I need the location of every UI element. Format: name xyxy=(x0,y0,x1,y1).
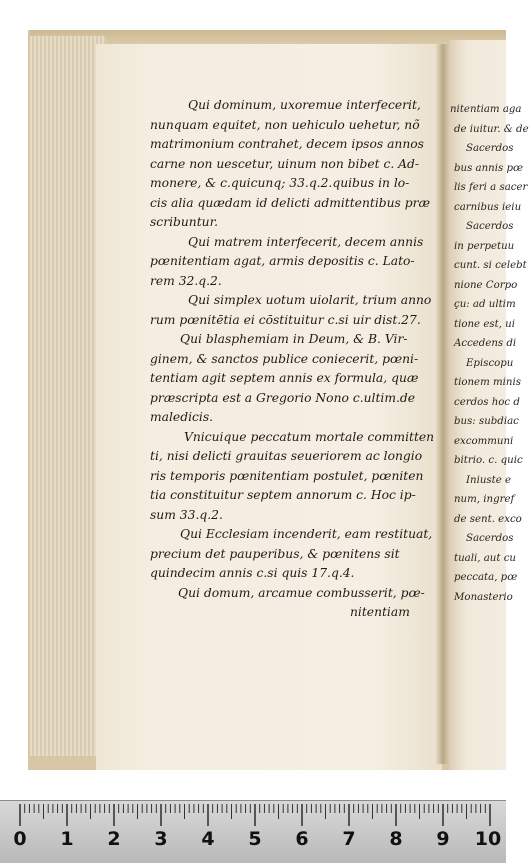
text-line: pœnitentiam agat, armis depositis c. Lato- xyxy=(150,254,415,268)
ruler-label: 7 xyxy=(342,828,356,850)
ruler-label: 3 xyxy=(154,828,168,850)
text-line: tia constituitur septem annorum c. Hoc ip- xyxy=(150,488,416,502)
ruler-label: 2 xyxy=(107,828,121,850)
text-line: Qui Ecclesiam incenderit, eam restituat, xyxy=(180,527,433,541)
book-gutter xyxy=(436,44,450,764)
text-line: tentiam agit septem annis ex formula, quæ xyxy=(150,371,419,385)
text-line: cunt. si celebt xyxy=(454,260,527,271)
text-line: peccata, pœ xyxy=(454,572,518,583)
text-line: ginem, & sanctos publice coniecerit, pœni- xyxy=(150,351,419,366)
text-line: bus annis pœ xyxy=(454,162,524,174)
page-edges xyxy=(30,36,106,756)
text-line: Sacerdos xyxy=(466,533,514,544)
text-line: Sacerdos xyxy=(466,143,514,154)
text-line: Episcopu xyxy=(466,357,514,369)
ruler-ticks xyxy=(0,802,506,828)
text-line: Monasterio xyxy=(454,591,513,603)
right-page-text xyxy=(450,100,529,607)
text-line: çu: ad ultim xyxy=(454,299,516,310)
text-line: tione est, ui xyxy=(454,318,515,330)
text-line: rem 32.q.2. xyxy=(150,273,222,288)
ruler-label: 4 xyxy=(201,828,215,850)
text-line: Iniuste e xyxy=(466,474,512,486)
text-line: ris temporis pœnitentiam postulet, pœniten xyxy=(150,468,424,483)
text-line: Qui blasphemiam in Deum, & B. Vir- xyxy=(180,332,408,346)
text-line: Vnicuique peccatum mortale committen xyxy=(184,429,435,444)
text-line: Qui dominum, uxoremue interfecerit, xyxy=(188,98,421,112)
text-line: quindecim annis c.si quis 17.q.4. xyxy=(150,566,355,580)
text-line: sum 33.q.2. xyxy=(150,507,223,522)
text-line: maledicis. xyxy=(150,410,214,424)
text-line: rum pœnitētia ei cōstituitur c.si uir dist.27. xyxy=(150,312,421,327)
text-line: carnibus ieiu xyxy=(454,201,522,213)
text-line: bus: subdiac xyxy=(454,416,519,427)
text-line: Accedens di xyxy=(454,338,517,349)
text-line: in perpetuu xyxy=(454,240,515,252)
ruler-label: 1 xyxy=(60,828,74,850)
text-line: num, ingref xyxy=(454,494,515,505)
text-line: scribuntur. xyxy=(150,215,219,229)
text-line: nione Corpo xyxy=(454,279,518,291)
text-line: de sent. exco xyxy=(454,513,522,525)
text-line: præscripta est a Gregorio Nono c.ultim.de xyxy=(150,390,416,405)
text-line: precium det pauperibus, & pœnitens sit xyxy=(150,546,400,561)
text-line: Qui domum, arcamue combusserit, pœ- xyxy=(178,585,425,600)
text-line: de iuitur. & de xyxy=(454,123,529,135)
ruler-label: 5 xyxy=(248,828,262,850)
text-line: Sacerdos xyxy=(466,221,514,232)
ruler-label: 10 xyxy=(474,828,502,850)
text-line: nitentiam aga xyxy=(450,104,522,115)
text-line: nitentiam xyxy=(350,605,410,619)
text-line: monere, & c.quicunq; 33.q.2.quibus in lo- xyxy=(150,176,410,190)
ruler-label: 0 xyxy=(13,828,27,850)
text-line: Qui matrem interfecerit, decem annis xyxy=(188,234,424,249)
left-page-text xyxy=(150,96,435,623)
text-line: cis alia quædam id delicti admittentibus præ xyxy=(150,195,431,210)
text-line: bitrio. c. quic xyxy=(454,455,523,466)
text-line: Qui simplex uotum uiolarit, trium anno xyxy=(188,293,432,307)
text-line: ti, nisi delicti grauitas seueriorem ac longio xyxy=(150,449,423,463)
ruler-label: 9 xyxy=(436,828,450,850)
text-line: excommuni xyxy=(454,435,514,447)
ruler-label: 8 xyxy=(389,828,403,850)
text-line: tionem minis xyxy=(454,377,521,388)
ruler-label: 6 xyxy=(295,828,309,850)
text-line: nunquam equitet, non uehiculo uehetur, nõ xyxy=(150,117,420,132)
text-line: carne non uescetur, uinum non bibet c. Ad- xyxy=(150,156,420,171)
text-line: cerdos hoc d xyxy=(454,396,520,408)
text-line: tuali, aut cu xyxy=(454,552,516,564)
text-line: lis feri a sacer xyxy=(454,182,528,193)
text-line: matrimonium contrahet, decem ipsos annos xyxy=(150,137,424,151)
